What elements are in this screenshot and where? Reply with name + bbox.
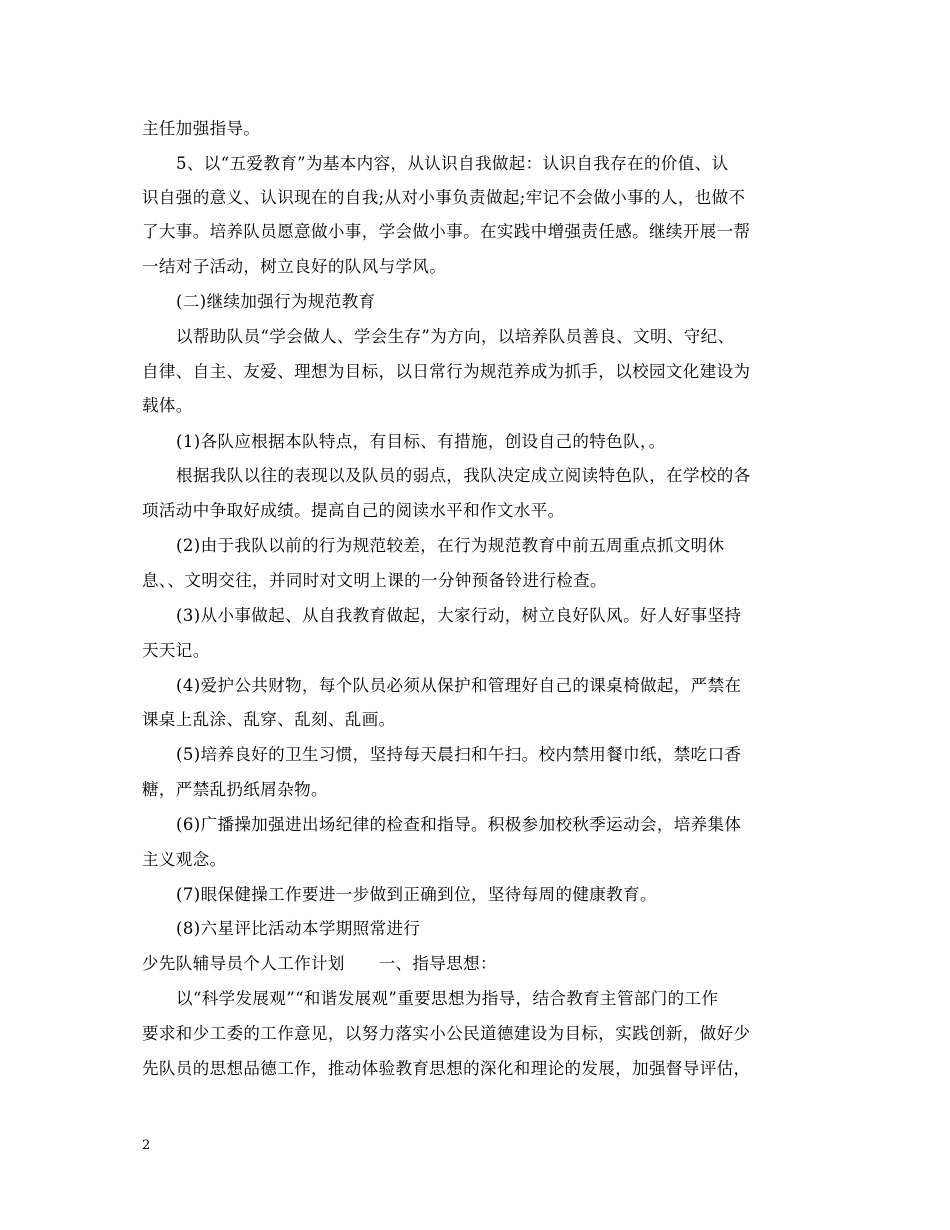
body-text-line: 项活动中争取好成绩。提高自己的阅读水平和作文水平。 (142, 501, 565, 520)
body-text-line: 载体。 (142, 396, 193, 415)
body-text-line: 天天记。 (142, 641, 210, 660)
body-text-line: 识自强的意义、认识现在的自我;从对小事负责做起;牢记不会做小事的人，也做不 (142, 188, 746, 207)
paragraph-first-line: 以“科学发展观”“和谐发展观”重要思想为指导，结合教育主管部门的工作 (176, 989, 719, 1008)
list-item-4: (4)爱护公共财物，每个队员必须从保护和管理好自己的课桌椅做起，严禁在 (176, 676, 742, 695)
list-item-6: (6)广播操加强进出场纪律的检查和指导。积极参加校秋季运动会，培养集体 (176, 815, 742, 834)
body-text-line: 息、、文明交往，并同时对文明上课的一分钟预备铃进行检查。 (142, 571, 607, 590)
paragraph-first-line: 以帮助队员“学会做人、学会生存”为方向，以培养队员善良、文明、守纪、 (176, 327, 735, 346)
list-item-2: (2)由于我队以前的行为规范较差，在行为规范教育中前五周重点抓文明休 (176, 536, 725, 555)
body-text-line: 主义观念。 (142, 850, 227, 869)
plan-title-line: 少先队辅导员个人工作计划 一、指导思想： (142, 954, 497, 973)
page-number: 2 (142, 1138, 151, 1153)
body-text-line: 主任加强指导。 (142, 119, 261, 138)
body-text-line: 了大事。培养队员愿意做小事，学会做小事。在实践中增强责任感。继续开展一帮 (142, 222, 751, 241)
body-text-line: 自律、自主、友爱、理想为目标，以日常行为规范养成为抓手，以校园文化建设为 (142, 362, 751, 381)
body-text-line: 一结对子活动，树立良好的队风与学风。 (142, 257, 447, 276)
list-item-8: (8)六星评比活动本学期照常进行 (176, 919, 421, 938)
body-text-line: 糖，严禁乱扔纸屑杂物。 (142, 780, 328, 799)
body-text-line: 先队员的思想品德工作，推动体验教育思想的深化和理论的发展，加强督导评估， (142, 1059, 751, 1078)
body-text-line: 要求和少工委的工作意见，以努力落实小公民道德建设为目标，实践创新，做好少 (142, 1024, 751, 1043)
body-text-line: 课桌上乱涂、乱穿、乱刻、乱画。 (142, 710, 396, 729)
paragraph-first-line: 5、以“五爱教育”为基本内容，从认识自我做起：认识自我存在的价值、认 (176, 154, 729, 173)
list-item-7: (7)眼保健操工作要进一步做到正确到位，坚待每周的健康教育。 (176, 885, 657, 904)
list-item-5: (5)培养良好的卫生习惯，坚持每天晨扫和午扫。校内禁用餐巾纸，禁吃口香 (176, 745, 742, 764)
section-heading: (二)继续加强行为规范教育 (176, 292, 376, 311)
list-item-1: (1)各队应根据本队特点，有目标、有措施，创设自己的特色队，。 (176, 432, 666, 451)
paragraph-first-line: 根据我队以往的表现以及队员的弱点，我队决定成立阅读特色队，在学校的各 (176, 466, 751, 485)
list-item-3: (3)从小事做起、从自我教育做起，大家行动，树立良好队风。好人好事坚持 (176, 606, 742, 625)
